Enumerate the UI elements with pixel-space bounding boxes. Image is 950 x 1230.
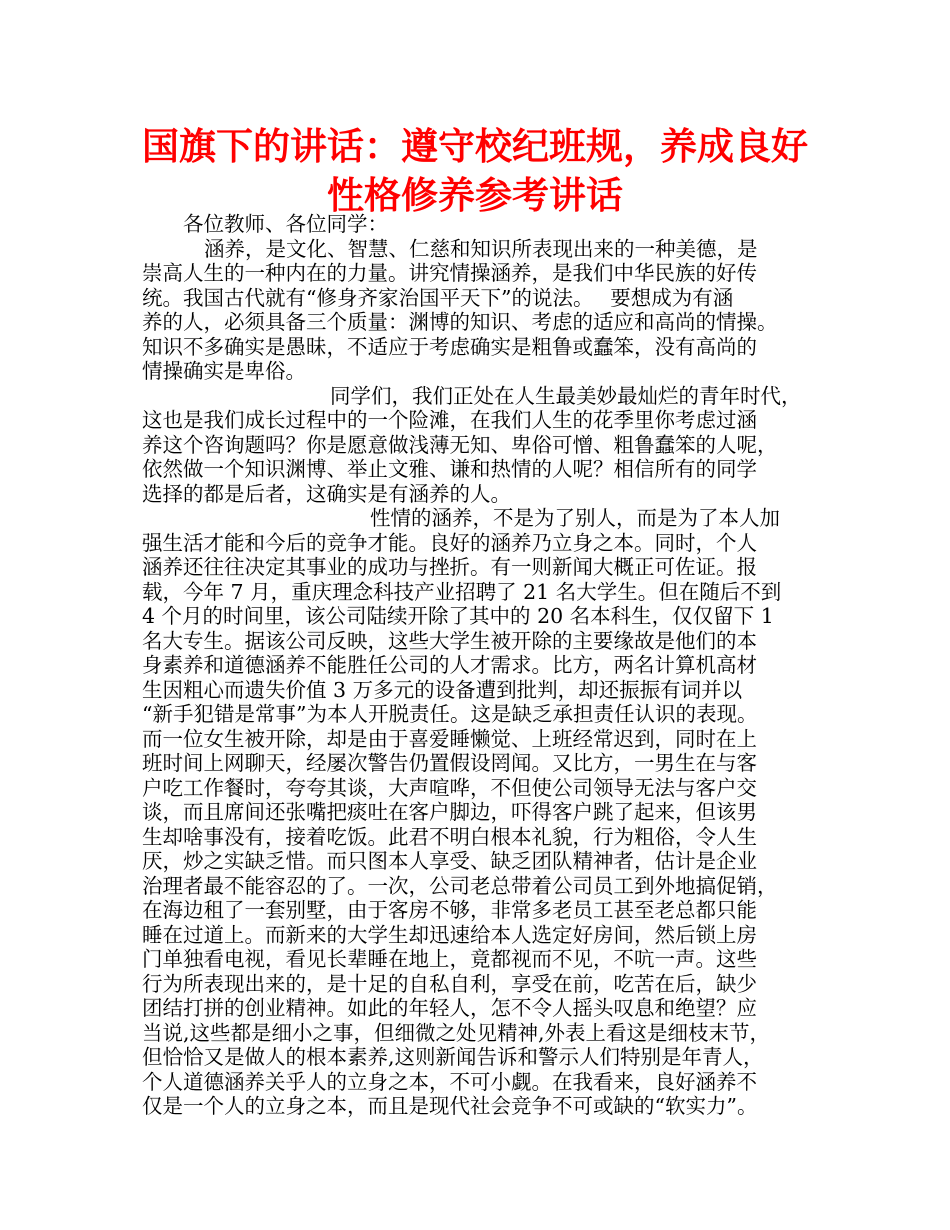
paragraph-line: 仅是一个人的立身之本，而且是现代社会竞争不可或缺的“软实力”。 (142, 1094, 758, 1118)
title-line-1: 国旗下的讲话：遵守校纪班规，养成良好 (142, 125, 808, 168)
paragraph-line: 涵养，是文化、智慧、仁慈和知识所表现出来的一种美德，是 (204, 236, 758, 261)
paragraph-line: 在海边租了一套别墅，由于客房不够，非常多老员工甚至老总都只能 (142, 898, 757, 922)
paragraph-line: 知识不多确实是愚昧，不适应于考虑确实是粗鲁或蠢笨，没有高尚的 (142, 334, 757, 359)
paragraph-line: 强生活才能和今后的竞争才能。良好的涵养乃立身之本。同时，个人 (142, 530, 757, 555)
paragraph-line: 同学们，我们正处在人生最美妙最灿烂的青年时代， (330, 383, 802, 408)
paragraph-line: 养这个咨询题吗？你是愿意做浅薄无知、卑俗可憎、粗鲁蠢笨的人呢， (142, 432, 778, 457)
salutation: 各位教师、各位同学： (183, 212, 388, 236)
paragraph-line: 但恰恰又是做人的根本素养,这则新闻告诉和警示人们特别是年青人， (142, 1045, 764, 1069)
paragraph-line: 行为所表现出来的，是十足的自私自利，享受在前，吃苦在后，缺少 (142, 971, 757, 996)
paragraph-line: 而一位女生被开除，却是由于喜爱睡懒觉、上班经常迟到，同时在上 (142, 726, 757, 751)
paragraph-line: 涵养还往往决定其事业的成功与挫折。有一则新闻大概正可佐证。报 (142, 555, 757, 579)
paragraph-line: 身素养和道德涵养不能胜任公司的人才需求。比方，两名计算机高材 (142, 653, 757, 677)
paragraph-line: 4 个月的时间里，该公司陆续开除了其中的 20 名本科生，仅仅留下 1 (142, 604, 774, 628)
paragraph-line: 厌，炒之实缺乏惜。而只图本人享受、缺乏团队精神者，估计是企业 (142, 849, 757, 873)
paragraph-line: 选择的都是后者，这确实是有涵养的人。 (142, 481, 511, 506)
paragraph-line: 个人道德涵养关乎人的立身之本，不可小觑。在我看来，良好涵养不 (142, 1069, 757, 1094)
paragraph-line: 治理者最不能容忍的了。一次，公司老总带着公司员工到外地搞促销， (142, 873, 778, 898)
document-title (100, 122, 850, 220)
paragraph-line: 门单独看电视，看见长辈睡在地上，竟都视而不见，不吭一声。这些 (142, 947, 757, 971)
paragraph-line: 睡在过道上。而新来的大学生却迅速给本人选定好房间，然后锁上房 (142, 922, 757, 947)
title-line-2: 性格修养参考讲话 (327, 174, 623, 217)
paragraph-line: 户吃工作餐时，夸夸其谈，大声喧哗，不但使公司领导无法与客户交 (142, 775, 757, 800)
paragraph-line: 班时间上网聊天，经屡次警告仍置假设罔闻。又比方，一男生在与客 (142, 751, 757, 775)
paragraph-line: 团结打拼的创业精神。如此的年轻人，怎不令人摇头叹息和绝望？应 (142, 996, 757, 1020)
paragraph-line: 性情的涵养，不是为了别人，而是为了本人加 (370, 506, 780, 530)
paragraph-line: 当说,这些都是细小之事，但细微之处见精神,外表上看这是细枝末节， (142, 1020, 771, 1045)
paragraph-line: 统。我国古代就有“修身齐家治国平天下”的说法。 要想成为有涵 (142, 285, 734, 310)
paragraph-line: 崇高人生的一种内在的力量。讲究情操涵养，是我们中华民族的好传 (142, 261, 757, 285)
paragraph-line: “新手犯错是常事”为本人开脱责任。这是缺乏承担责任认识的表现。 (142, 702, 758, 726)
paragraph-line: 情操确实是卑俗。 (142, 359, 306, 383)
paragraph-line: 生却啥事没有，接着吃饭。此君不明白根本礼貌，行为粗俗，令人生 (142, 824, 757, 849)
paragraph-line: 这也是我们成长过程中的一个险滩，在我们人生的花季里你考虑过涵 (142, 408, 757, 432)
paragraph-line: 名大专生。据该公司反映，这些大学生被开除的主要缘故是他们的本 (142, 628, 757, 653)
paragraph-line: 谈，而且席间还张嘴把痰吐在客户脚边，吓得客户跳了起来，但该男 (142, 800, 757, 824)
paragraph-line: 生因粗心而遗失价值 3 万多元的设备遭到批判，却还振振有词并以 (142, 677, 743, 702)
paragraph-line: 依然做一个知识渊博、举止文雅、谦和热情的人呢？相信所有的同学 (142, 457, 757, 481)
document-body (142, 212, 832, 1119)
paragraph-line: 载，今年 7 月，重庆理念科技产业招聘了 21 名大学生。但在随后不到 (142, 579, 782, 604)
paragraph-line: 养的人，必须具备三个质量：渊博的知识、考虑的适应和高尚的情操。 (142, 310, 778, 334)
